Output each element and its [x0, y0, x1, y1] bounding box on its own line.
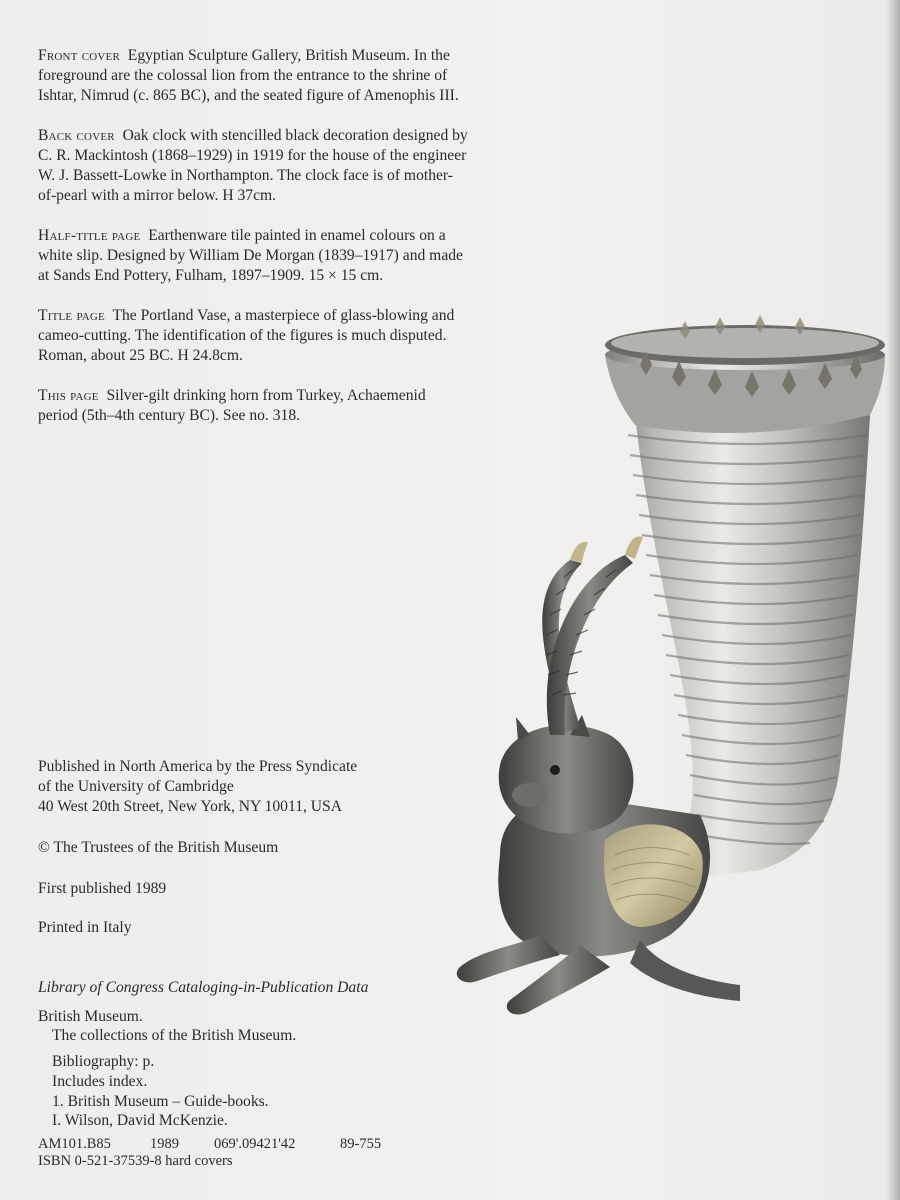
publisher-line: Published in North America by the Press Syndicate: [38, 758, 358, 775]
cip-index: Includes index.: [52, 1073, 148, 1090]
cip-lccn: 89-755: [340, 1136, 382, 1152]
first-published: First published 1989: [38, 880, 167, 897]
cip-added-entry: I. Wilson, David McKenzie.: [52, 1112, 228, 1129]
isbn-line: ISBN 0-521-37539-8 hard covers: [38, 1153, 233, 1169]
caption-label: This page: [38, 387, 99, 404]
caption-text: Egyptian Sculpture Gallery, British Museum. In the foreground are the colossal lion from the entrance to the shrine of Ishtar, Nimrud (c. 865 BC), and the seated figure of Amenophis III.: [38, 47, 459, 104]
caption-front-cover: [38, 46, 468, 106]
cip-call-number: AM101.B85: [38, 1136, 111, 1152]
caption-text: Silver-gilt drinking horn from Turkey, Achaemenid period (5th–4th century BC). See no. 318.: [38, 387, 426, 424]
cip-title: The collections of the British Museum.: [52, 1027, 297, 1044]
caption-label: Front cover: [38, 47, 120, 64]
caption-text: Earthenware tile painted in enamel colours on a white slip. Designed by William De Morgan (1839–1917) and made at Sands End Pottery, Fulham, 1897–1909. 15 × 15 cm.: [38, 227, 463, 284]
printed-in: Printed in Italy: [38, 919, 132, 936]
caption-label: Half-title page: [38, 227, 141, 244]
caption-text: Oak clock with stencilled black decoration designed by C. R. Mackintosh (1868–1929) in 1919 for the house of the engineer W. J. Bassett-Lowke in Northampton. The clock face is of mother-of-pearl with a mirror below. H 37cm.: [38, 127, 468, 204]
caption-list: [38, 46, 468, 446]
cip-dewey: 069'.09421'42: [214, 1136, 296, 1152]
caption-label: Title page: [38, 307, 105, 324]
cip-bibliography: Bibliography: p.: [52, 1053, 155, 1070]
cip-year: 1989: [150, 1136, 179, 1152]
caption-back-cover: [38, 126, 468, 206]
caption-half-title: [38, 226, 468, 286]
cip-author: British Museum.: [38, 1008, 143, 1025]
caption-title-page: [38, 306, 468, 366]
cip-heading: Library of Congress Cataloging-in-Publication Data: [38, 979, 369, 996]
drinking-horn-photo: [440, 295, 900, 1035]
publisher-line: of the University of Cambridge: [38, 778, 234, 795]
publisher-block: [38, 757, 468, 817]
caption-label: Back cover: [38, 127, 115, 144]
publisher-address: 40 West 20th Street, New York, NY 10011, USA: [38, 798, 342, 815]
caption-text: The Portland Vase, a masterpiece of glass-blowing and cameo-cutting. The identification of the figures is much disputed. Roman, about 25 BC. H 24.8cm.: [38, 307, 455, 364]
caption-this-page: [38, 386, 468, 426]
copyright-line: © The Trustees of the British Museum: [38, 839, 279, 856]
cip-subject: 1. British Museum – Guide-books.: [52, 1093, 269, 1110]
